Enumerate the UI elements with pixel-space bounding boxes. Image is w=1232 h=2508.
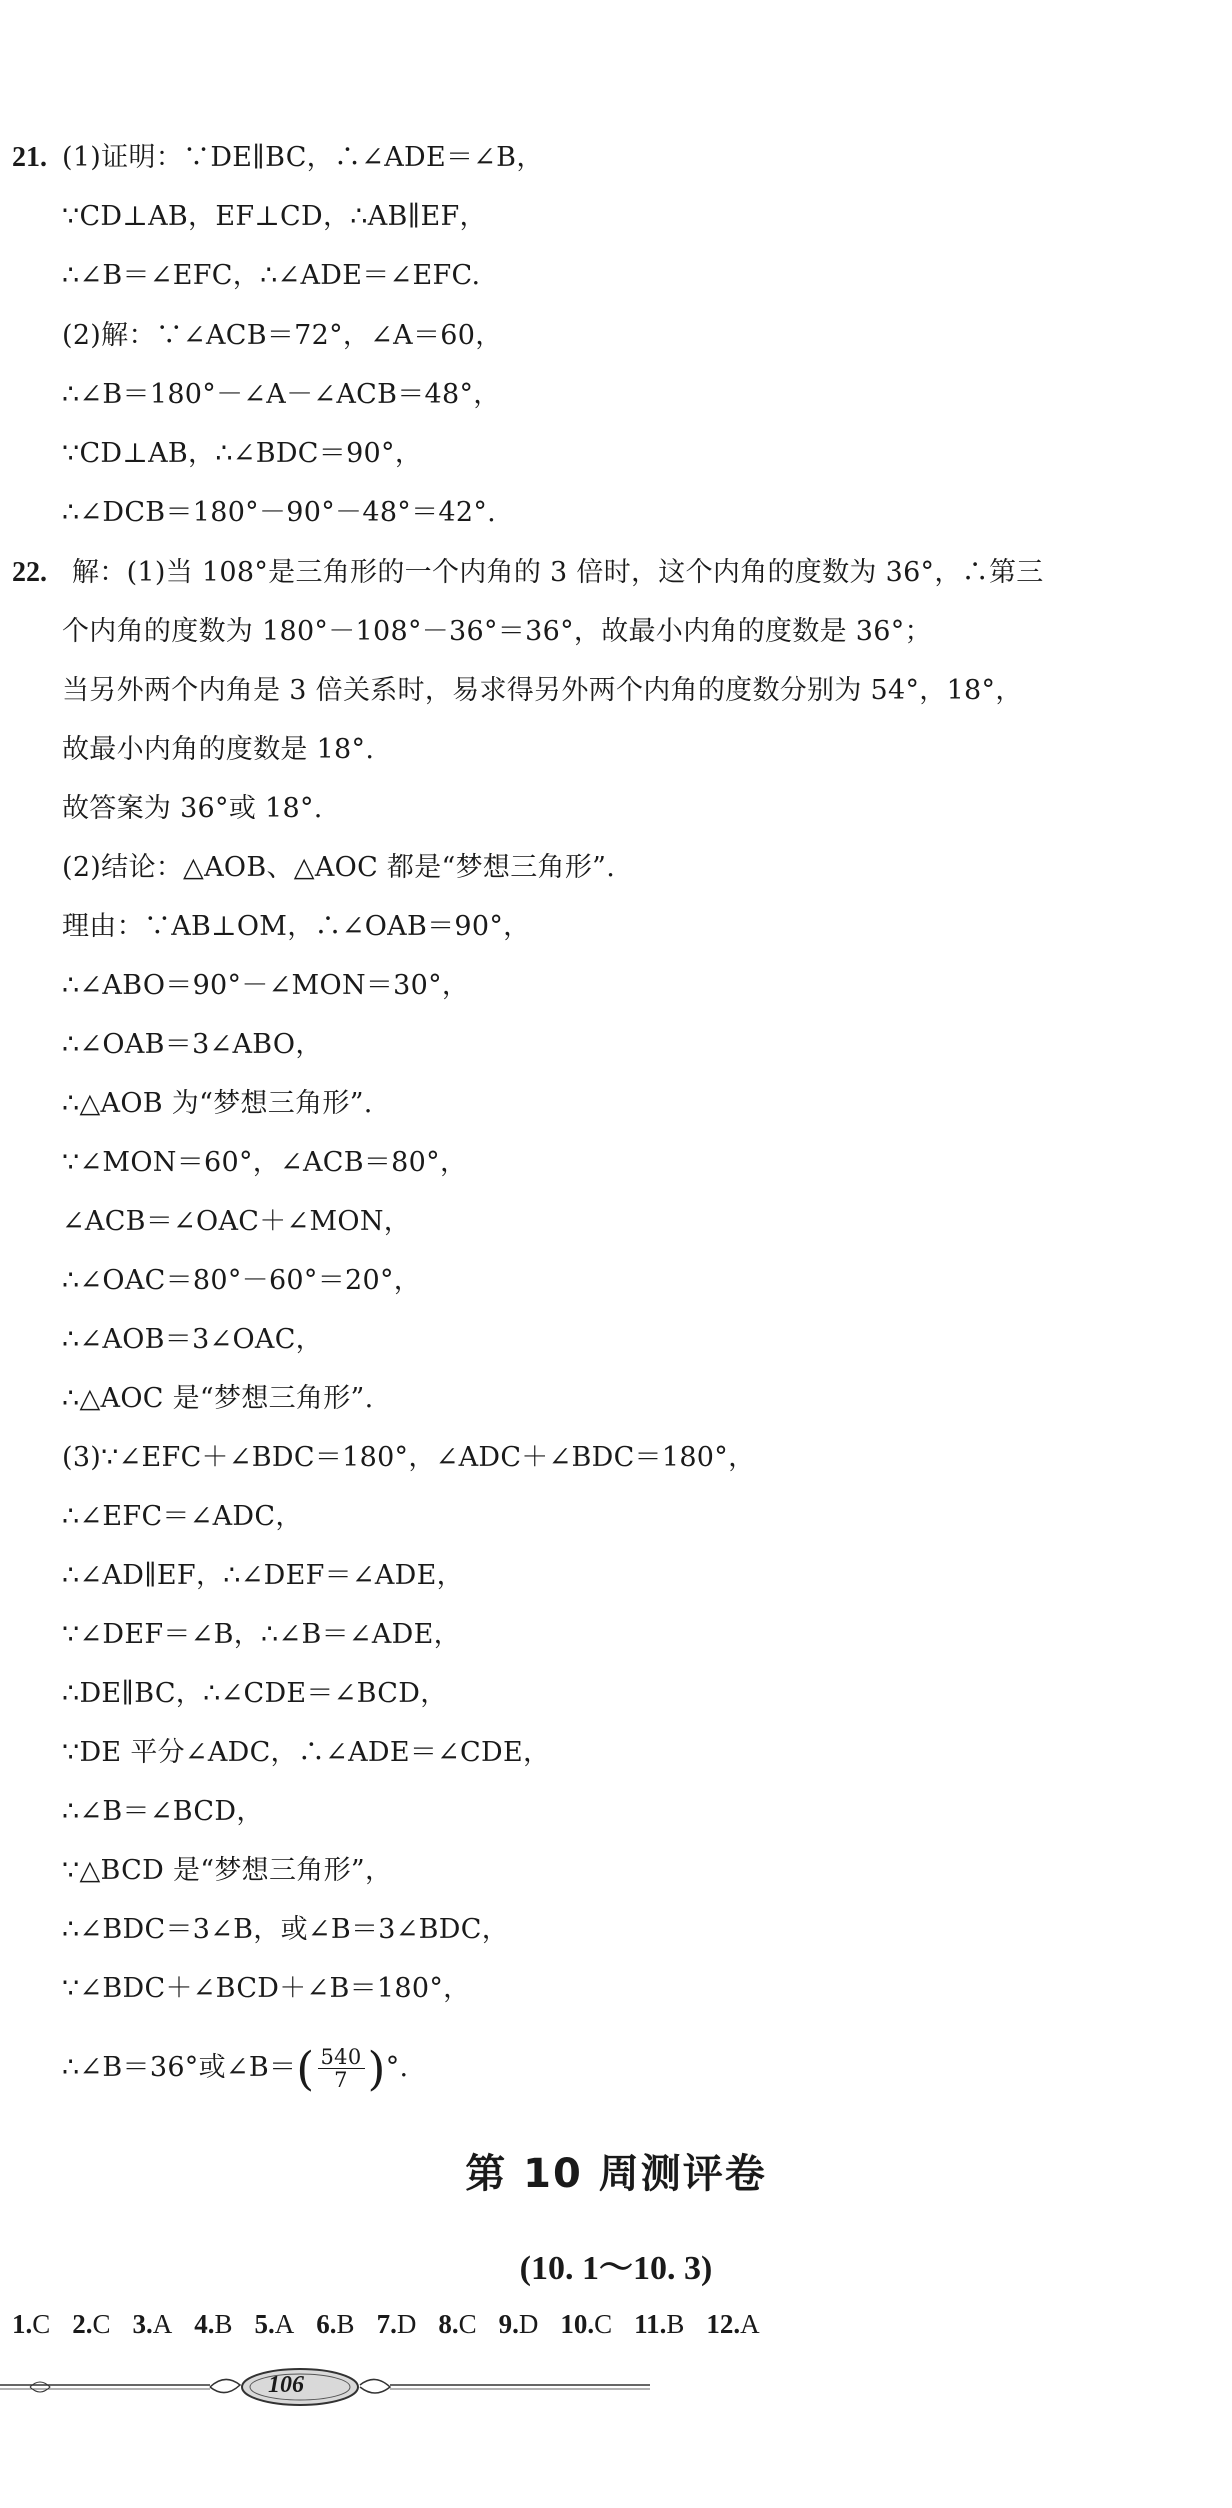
q22-line: ∵∠DEF＝∠B，∴∠B＝∠ADE， [62, 1619, 461, 1650]
q22-line: ∠ACB＝∠OAC＋∠MON， [62, 1206, 412, 1237]
q22-line: 解：(1)当 108°是三角形的一个内角的 3 倍时，这个内角的度数为 36°，∴第三 [72, 557, 1044, 588]
q21-line: ∴∠B＝∠EFC，∴∠ADE＝∠EFC. [62, 260, 481, 291]
answer-number: 2. [72, 2309, 93, 2339]
q22-line: ∴∠EFC＝∠ADC， [62, 1501, 303, 1532]
q22-line: 个内角的度数为 180°－108°－36°＝36°，故最小内角的度数是 36°； [62, 616, 932, 647]
page-number: 106 [268, 2372, 304, 2398]
answer-number: 7. [376, 2309, 397, 2339]
q22-line: ∴∠AD∥EF，∴∠DEF＝∠ADE， [62, 1560, 464, 1591]
answer-choice: D [518, 2309, 539, 2339]
fraction-denominator: 7 [334, 2068, 348, 2092]
answer-number: 9. [498, 2309, 519, 2339]
answer-choice: B [666, 2309, 685, 2339]
q21-line: (1)证明：∵DE∥BC，∴∠ADE＝∠B， [62, 142, 544, 173]
answer-item [438, 2309, 476, 2339]
q22-line: 当另外两个内角是 3 倍关系时，易求得另外两个内角的度数分别为 54°，18°， [62, 675, 1023, 706]
answer-number: 8. [438, 2309, 459, 2339]
answer-item [377, 2309, 417, 2339]
fraction [318, 2046, 365, 2091]
q22-line: ∴∠AOB＝3∠OAC， [62, 1324, 323, 1355]
q22-line: ∴∠OAB＝3∠ABO， [62, 1029, 323, 1060]
q21-line: ∴∠B＝180°－∠A－∠ACB＝48°， [62, 379, 501, 410]
q22-line: ∴∠OAC＝80°－60°＝20°， [62, 1265, 422, 1296]
answer-number: 10. [560, 2309, 595, 2339]
answer-choice: A [274, 2309, 295, 2339]
q21-line: ∵CD⊥AB，∴∠BDC＝90°， [62, 438, 423, 469]
answer-number: 11. [634, 2309, 667, 2339]
answer-choice: C [92, 2309, 111, 2339]
section-title: 第 10 周测评卷 [465, 2151, 767, 2197]
answer-number: 6. [316, 2309, 337, 2339]
answer-choice: B [214, 2309, 233, 2339]
answer-number: 4. [194, 2309, 215, 2339]
left-paren: ( [296, 2041, 315, 2096]
q22-line: ∵△BCD 是“梦想三角形”， [62, 1855, 393, 1886]
answer-row [12, 2306, 782, 2342]
q21-line: (2)解：∵∠ACB＝72°，∠A＝60， [62, 320, 503, 351]
answer-item [316, 2309, 354, 2339]
q22-line: ∴∠BDC＝3∠B，或∠B＝3∠BDC， [62, 1914, 510, 1945]
section-subtitle: (10. 1～10. 3) [519, 2250, 713, 2287]
q22-line: (3)∵∠EFC＋∠BDC＝180°，∠ADC＋∠BDC＝180°， [62, 1442, 756, 1473]
answer-choice: D [396, 2309, 417, 2339]
footer-ornament [0, 2355, 660, 2415]
answer-item [634, 2309, 684, 2339]
q22-line: ∵DE 平分∠ADC，∴∠ADE＝∠CDE， [62, 1737, 551, 1768]
answer-item [499, 2309, 539, 2339]
q22-line: (2)结论：△AOB、△AOC 都是“梦想三角形”. [62, 852, 616, 883]
q22-line: ∵∠MON＝60°，∠ACB＝80°， [62, 1147, 468, 1178]
answer-item [194, 2309, 232, 2339]
q22-line: ∴△AOB 为“梦想三角形”. [62, 1088, 373, 1119]
answer-item [12, 2309, 50, 2339]
q22-line: ∵∠BDC＋∠BCD＋∠B＝180°， [62, 1973, 471, 2004]
q22-line: ∴△AOC 是“梦想三角形”. [62, 1383, 374, 1414]
answer-item [706, 2309, 759, 2339]
q21-line: ∵CD⊥AB，EF⊥CD，∴AB∥EF， [62, 201, 487, 232]
answer-number: 1. [12, 2309, 33, 2339]
answer-item [255, 2309, 295, 2339]
question-number-22: 22. [12, 557, 47, 588]
q22-line: ∴DE∥BC，∴∠CDE＝∠BCD， [62, 1678, 448, 1709]
fraction-numerator: 540 [318, 2046, 365, 2069]
answer-choice: C [32, 2309, 51, 2339]
q22-line: ∴∠ABO＝90°－∠MON＝30°， [62, 970, 470, 1001]
answer-number: 5. [254, 2309, 275, 2339]
question-number-21: 21. [12, 142, 47, 173]
q22-line: 故答案为 36°或 18°. [62, 793, 323, 824]
right-paren: ) [367, 2041, 386, 2096]
answer-choice: C [594, 2309, 613, 2339]
answer-number: 12. [706, 2309, 741, 2339]
q22-final-suffix: °. [385, 2052, 409, 2083]
answer-item [72, 2309, 110, 2339]
q22-line: ∴∠B＝∠BCD， [62, 1796, 264, 1827]
answer-choice: B [336, 2309, 355, 2339]
answer-choice: A [740, 2309, 760, 2339]
answer-number: 3. [132, 2309, 153, 2339]
answer-item [133, 2309, 173, 2339]
q21-line: ∴∠DCB＝180°－90°－48°＝42°. [62, 497, 497, 528]
q22-final-prefix: ∴∠B＝36°或∠B＝ [62, 2052, 297, 2083]
answer-choice: A [152, 2309, 173, 2339]
q22-line: 故最小内角的度数是 18°. [62, 734, 375, 765]
q22-final-line [62, 2040, 408, 2097]
answer-choice: C [458, 2309, 477, 2339]
answer-item [560, 2309, 612, 2339]
q22-line: 理由：∵AB⊥OM，∴∠OAB＝90°， [62, 911, 531, 942]
